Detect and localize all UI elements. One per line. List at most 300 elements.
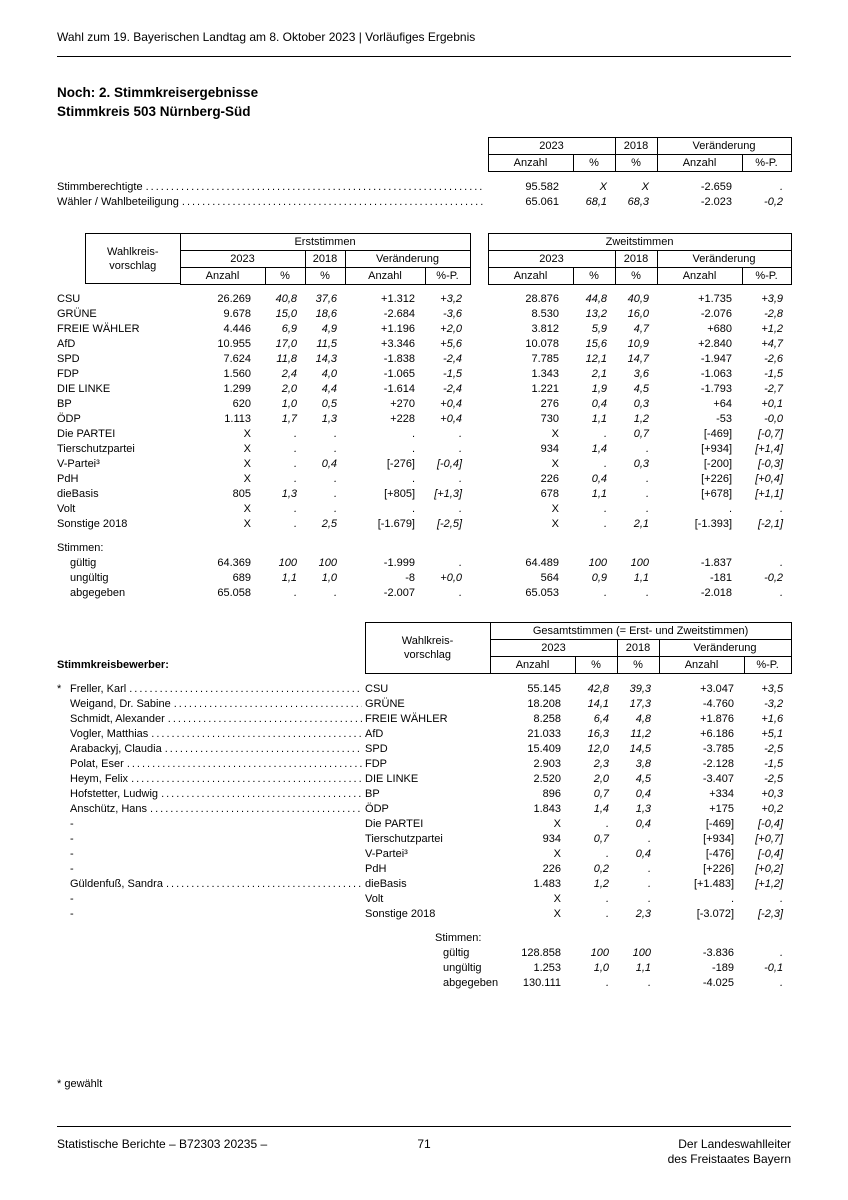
erst-veraenderung-anzahl: +1.312 bbox=[381, 293, 415, 305]
elected-marker bbox=[57, 816, 70, 831]
erst-pct-2018: 1,0 bbox=[321, 572, 337, 584]
elected-marker bbox=[57, 741, 70, 756]
zweit-pct-2018: 2,1 bbox=[633, 518, 650, 530]
party-row bbox=[57, 456, 791, 471]
elected-marker bbox=[57, 786, 70, 801]
gesamt-pct-2023: 16,3 bbox=[587, 727, 610, 740]
summary-row bbox=[57, 194, 791, 209]
cell-pct-2023: X bbox=[599, 180, 608, 193]
gesamt-veraenderung-pctp: [-0,4] bbox=[758, 817, 784, 830]
zweit-veraenderung-pctp: [-0,3] bbox=[757, 458, 784, 470]
zweit-pct-2023: . bbox=[603, 587, 608, 599]
zweit-veraenderung-anzahl: -53 bbox=[716, 413, 733, 425]
erst-pct-2023: . bbox=[293, 458, 297, 470]
col-gesamtstimmen: Gesamtstimmen (= Erst- und Zweitstimmen) bbox=[490, 623, 791, 640]
gesamt-pct-2018: . bbox=[647, 976, 652, 989]
zweit-pct-2018: 16,0 bbox=[627, 308, 650, 320]
elected-marker bbox=[57, 906, 70, 921]
gesamt-pct-2018: . bbox=[647, 877, 652, 890]
zweit-veraenderung-pctp: +4,7 bbox=[761, 338, 784, 350]
summary-row-label: Wähler / Wahlbeteiligung ..... bbox=[57, 194, 488, 209]
gesamt-pct-2018: 11,2 bbox=[630, 727, 652, 740]
zweit-veraenderung-anzahl: -181 bbox=[709, 572, 733, 584]
erst-anzahl-2023: 689 bbox=[232, 572, 251, 584]
party-label: CSU bbox=[57, 293, 81, 305]
dot-leader bbox=[150, 802, 362, 816]
gesamt-veraenderung-pctp: +0,3 bbox=[761, 787, 784, 800]
erst-pct-2018: 4,0 bbox=[321, 368, 337, 380]
zweit-anzahl-2023: 226 bbox=[540, 473, 560, 485]
erst-veraenderung-pctp: . bbox=[458, 557, 463, 569]
zweit-anzahl-2023: 678 bbox=[540, 488, 560, 500]
party-row bbox=[57, 291, 791, 306]
zweit-pct-2023: 0,4 bbox=[591, 473, 608, 485]
erst-anzahl-2023: X bbox=[243, 518, 251, 530]
gesamt-pct-2023: 1,2 bbox=[593, 877, 610, 890]
gesamt-pct-2023: 1,4 bbox=[593, 802, 610, 815]
elected-marker bbox=[57, 846, 70, 861]
erst-veraenderung-anzahl: [+805] bbox=[384, 488, 415, 500]
gesamt-stimmen-total-rows bbox=[57, 945, 791, 990]
gesamt-veraenderung-pctp: +3,5 bbox=[761, 682, 784, 695]
party-label: DIE LINKE bbox=[57, 383, 111, 395]
zweit-pct-2018: . bbox=[645, 587, 650, 599]
cell-pct-2018: 68,3 bbox=[627, 195, 650, 208]
candidate-row bbox=[57, 816, 791, 831]
gesamt-veraenderung-pctp: +0,2 bbox=[761, 802, 784, 815]
party-label: BP bbox=[365, 787, 380, 800]
gesamt-pct-2018: 0,4 bbox=[635, 847, 652, 860]
erst-veraenderung-pctp: +3,2 bbox=[440, 293, 463, 305]
zweit-veraenderung-pctp: [-2,1] bbox=[757, 518, 784, 530]
erst-pct-2018: 100 bbox=[318, 557, 337, 569]
stimmen-table bbox=[57, 233, 792, 601]
erst-veraenderung-anzahl: -2.684 bbox=[383, 308, 415, 320]
erst-pct-2023: 100 bbox=[278, 557, 297, 569]
col-2018: 2018 bbox=[617, 640, 659, 657]
zweit-veraenderung-anzahl: +2.840 bbox=[698, 338, 733, 350]
candidate-name: - bbox=[70, 907, 74, 920]
erst-veraenderung-anzahl: [-276] bbox=[386, 458, 415, 470]
erst-veraenderung-pctp: [-2,5] bbox=[436, 518, 463, 530]
candidate-row bbox=[57, 681, 791, 696]
gesamt-anzahl-2023: 2.903 bbox=[533, 757, 562, 770]
col-2023: 2023 bbox=[488, 138, 615, 155]
zweit-veraenderung-pctp: -2,6 bbox=[764, 353, 784, 365]
zweit-pct-2018: 0,7 bbox=[633, 428, 650, 440]
zweit-veraenderung-pctp: . bbox=[779, 503, 784, 515]
col-veraenderung: Veränderung bbox=[657, 138, 791, 155]
party-label: FREIE WÄHLER bbox=[57, 323, 140, 335]
col-pct: % bbox=[265, 267, 305, 284]
zweit-pct-2023: 0,9 bbox=[591, 572, 608, 584]
gesamt-anzahl-2023: 128.858 bbox=[521, 946, 562, 959]
candidate-name: Heym, Felix ..... bbox=[70, 771, 365, 786]
dot-leader bbox=[182, 195, 485, 209]
zweit-veraenderung-pctp: +1,2 bbox=[761, 323, 784, 335]
zweit-pct-2023: . bbox=[603, 503, 608, 515]
col-pct: % bbox=[615, 155, 657, 172]
gesamt-anzahl-2023: 8.258 bbox=[533, 712, 562, 725]
party-label: dieBasis bbox=[365, 877, 407, 890]
zweit-pct-2023: 0,4 bbox=[591, 398, 608, 410]
party-label: ÖDP bbox=[365, 802, 389, 815]
zweit-anzahl-2023: 276 bbox=[540, 398, 560, 410]
gesamt-veraenderung-anzahl: [-469] bbox=[705, 817, 735, 830]
gesamt-pct-2023: 12,0 bbox=[587, 742, 610, 755]
candidate-name: Polat, Eser ..... bbox=[70, 756, 365, 771]
col-pct: % bbox=[575, 657, 617, 674]
cell-pct-2023: 68,1 bbox=[585, 195, 608, 208]
gesamt-veraenderung-anzahl: -3.407 bbox=[702, 772, 735, 785]
party-label: SPD bbox=[57, 353, 80, 365]
gesamt-veraenderung-anzahl: . bbox=[730, 892, 735, 905]
candidate-name: - bbox=[70, 892, 74, 905]
erst-pct-2018: . bbox=[333, 488, 337, 500]
gesamt-pct-2023: 42,8 bbox=[587, 682, 610, 695]
zweit-pct-2018: 40,9 bbox=[627, 293, 650, 305]
zweit-pct-2018: . bbox=[645, 503, 650, 515]
candidate-name: - bbox=[70, 817, 74, 830]
zweit-pct-2018: 1,1 bbox=[633, 572, 650, 584]
gesamt-anzahl-2023: 18.208 bbox=[527, 697, 562, 710]
col-2018: 2018 bbox=[615, 250, 657, 267]
col-pct-points: %-P. bbox=[744, 657, 791, 674]
gesamt-anzahl-2023: 21.033 bbox=[527, 727, 562, 740]
erst-veraenderung-pctp: +0,0 bbox=[440, 572, 463, 584]
stimmen-table-header bbox=[57, 233, 791, 284]
zweit-anzahl-2023: 10.078 bbox=[525, 338, 560, 350]
party-row bbox=[57, 336, 791, 351]
stimmen-total-label: abgegeben bbox=[70, 587, 126, 599]
erst-anzahl-2023: 4.446 bbox=[223, 323, 251, 335]
party-row bbox=[57, 501, 791, 516]
erst-anzahl-2023: X bbox=[243, 428, 251, 440]
erst-pct-2023: . bbox=[293, 473, 297, 485]
party-row bbox=[57, 351, 791, 366]
gesamt-veraenderung-pctp: +5,1 bbox=[761, 727, 784, 740]
gesamt-veraenderung-anzahl: +6.186 bbox=[700, 727, 735, 740]
party-row bbox=[57, 366, 791, 381]
elected-marker bbox=[57, 831, 70, 846]
col-pct-points: %-P. bbox=[425, 267, 470, 284]
erst-pct-2023: 6,9 bbox=[281, 323, 297, 335]
party-label: FDP bbox=[365, 757, 388, 770]
erst-anzahl-2023: X bbox=[243, 473, 251, 485]
erst-pct-2023: 15,0 bbox=[275, 308, 297, 320]
zweit-pct-2018: 3,6 bbox=[633, 368, 650, 380]
col-anzahl: Anzahl bbox=[488, 155, 573, 172]
gesamt-veraenderung-pctp: -2,5 bbox=[764, 742, 784, 755]
gesamt-pct-2023: . bbox=[605, 817, 610, 830]
zweit-veraenderung-pctp: -2,8 bbox=[764, 308, 784, 320]
cell-veraenderung-pctp: . bbox=[779, 180, 784, 193]
erst-veraenderung-anzahl: . bbox=[411, 473, 415, 485]
erst-veraenderung-anzahl: +3.346 bbox=[381, 338, 415, 350]
zweit-pct-2023: . bbox=[603, 428, 608, 440]
gesamt-veraenderung-pctp: +1,6 bbox=[761, 712, 784, 725]
party-label: FREIE WÄHLER bbox=[365, 712, 448, 725]
gesamt-anzahl-2023: 2.520 bbox=[533, 772, 562, 785]
dot-leader bbox=[129, 682, 362, 696]
zweit-pct-2023: 1,9 bbox=[591, 383, 608, 395]
zweit-anzahl-2023: X bbox=[551, 458, 560, 470]
party-label: GRÜNE bbox=[57, 308, 97, 320]
gesamt-veraenderung-anzahl: -2.128 bbox=[702, 757, 735, 770]
zweit-veraenderung-anzahl: -1.063 bbox=[700, 368, 733, 380]
zweit-pct-2023: 13,2 bbox=[585, 308, 608, 320]
gesamt-veraenderung-anzahl: -4.760 bbox=[702, 697, 735, 710]
erst-pct-2023: . bbox=[293, 443, 297, 455]
col-erststimmen: Erststimmen bbox=[180, 233, 470, 250]
erst-pct-2018: 14,3 bbox=[315, 353, 337, 365]
erst-veraenderung-anzahl: -1.999 bbox=[383, 557, 415, 569]
col-pct: % bbox=[573, 267, 615, 284]
summary-table-body bbox=[57, 179, 791, 209]
party-row bbox=[57, 426, 791, 441]
erst-veraenderung-pctp: . bbox=[458, 443, 463, 455]
candidate-name: - bbox=[70, 847, 74, 860]
zweit-pct-2018: 0,3 bbox=[633, 458, 650, 470]
zweit-anzahl-2023: X bbox=[551, 503, 560, 515]
party-label: PdH bbox=[365, 862, 387, 875]
party-label: dieBasis bbox=[57, 488, 99, 500]
party-label: Die PARTEI bbox=[57, 428, 116, 440]
page-header bbox=[57, 30, 791, 57]
zweit-veraenderung-anzahl: [-1.393] bbox=[694, 518, 733, 530]
candidate-name: Arabackyj, Claudia ..... bbox=[70, 741, 365, 756]
party-label: V-Partei³ bbox=[365, 847, 408, 860]
party-label: AfD bbox=[57, 338, 76, 350]
gesamt-anzahl-2023: 15.409 bbox=[527, 742, 562, 755]
zweit-veraenderung-anzahl: -1.947 bbox=[700, 353, 733, 365]
zweit-veraenderung-pctp: [-0,7] bbox=[757, 428, 784, 440]
zweit-anzahl-2023: 1.343 bbox=[531, 368, 560, 380]
erst-pct-2018: 1,3 bbox=[321, 413, 337, 425]
gesamt-pct-2018: 0,4 bbox=[635, 787, 652, 800]
gesamt-veraenderung-anzahl: -3.785 bbox=[702, 742, 735, 755]
gesamt-veraenderung-pctp: -1,5 bbox=[764, 757, 784, 770]
col-pct: % bbox=[305, 267, 345, 284]
erst-pct-2023: 1,3 bbox=[281, 488, 297, 500]
gesamt-veraenderung-anzahl: -189 bbox=[711, 961, 735, 974]
party-row bbox=[57, 441, 791, 456]
col-pct: % bbox=[615, 267, 657, 284]
candidate-row bbox=[57, 876, 791, 891]
elected-marker bbox=[57, 801, 70, 816]
gesamt-pct-2018: 1,1 bbox=[635, 961, 652, 974]
candidate-name: Weigand, Dr. Sabine ..... bbox=[70, 696, 365, 711]
candidate-row bbox=[57, 711, 791, 726]
gesamt-veraenderung-pctp: . bbox=[780, 946, 784, 959]
titles-block bbox=[57, 83, 791, 121]
zweit-veraenderung-pctp: -2,7 bbox=[764, 383, 784, 395]
erst-pct-2023: 40,8 bbox=[275, 293, 297, 305]
party-row bbox=[57, 396, 791, 411]
candidate-name: Anschütz, Hans ..... bbox=[70, 801, 365, 816]
cell-veraenderung-anzahl: -2.659 bbox=[700, 180, 733, 193]
summary-row-label: Stimmberechtigte ..... bbox=[57, 179, 488, 194]
erst-veraenderung-pctp: +2,0 bbox=[440, 323, 463, 335]
zweit-veraenderung-pctp: . bbox=[779, 557, 784, 569]
stimmen-total-rows bbox=[57, 555, 791, 600]
stimmen-total-label: ungültig bbox=[70, 572, 109, 584]
col-2023: 2023 bbox=[180, 250, 305, 267]
erst-pct-2023: 1,1 bbox=[281, 572, 297, 584]
candidate-rows bbox=[57, 681, 791, 921]
dot-leader bbox=[174, 697, 362, 711]
zweit-pct-2023: . bbox=[603, 458, 608, 470]
zweit-veraenderung-pctp: [+0,4] bbox=[755, 473, 784, 485]
party-label: ÖDP bbox=[57, 413, 81, 425]
candidate-row bbox=[57, 786, 791, 801]
wahlkreisvorschlag-header: Wahlkreis- vorschlag bbox=[365, 623, 490, 674]
zweit-pct-2018: . bbox=[645, 473, 650, 485]
erst-anzahl-2023: X bbox=[243, 503, 251, 515]
gesamt-anzahl-2023: 896 bbox=[542, 787, 562, 800]
footer-publisher-line2: des Freistaates Bayern bbox=[667, 1152, 791, 1166]
gesamt-veraenderung-anzahl: -3.836 bbox=[702, 946, 735, 959]
zweit-veraenderung-anzahl: [+226] bbox=[701, 473, 733, 485]
candidate-row bbox=[57, 756, 791, 771]
dot-leader bbox=[168, 712, 362, 726]
gesamt-pct-2023: . bbox=[605, 892, 610, 905]
col-zweitstimmen: Zweitstimmen bbox=[488, 233, 791, 250]
erst-veraenderung-pctp: -3,6 bbox=[443, 308, 463, 320]
zweit-veraenderung-anzahl: +680 bbox=[707, 323, 733, 335]
erst-veraenderung-pctp: +0,4 bbox=[440, 413, 463, 425]
stimmen-total-label: gültig bbox=[70, 557, 97, 569]
erst-veraenderung-anzahl: . bbox=[411, 443, 415, 455]
candidate-row bbox=[57, 861, 791, 876]
zweit-pct-2018: . bbox=[645, 488, 650, 500]
candidate-name: Hofstetter, Ludwig ..... bbox=[70, 786, 365, 801]
zweit-veraenderung-pctp: -0,2 bbox=[764, 572, 784, 584]
gesamt-pct-2018: 2,3 bbox=[635, 907, 652, 920]
erst-veraenderung-pctp: -2,4 bbox=[443, 353, 463, 365]
party-row bbox=[57, 321, 791, 336]
zweit-anzahl-2023: 65.053 bbox=[525, 587, 560, 599]
party-label: AfD bbox=[365, 727, 384, 740]
erst-veraenderung-pctp: -1,5 bbox=[443, 368, 463, 380]
stimmen-total-row bbox=[57, 585, 791, 600]
gesamt-anzahl-2023: X bbox=[553, 847, 562, 860]
erst-pct-2018: 4,9 bbox=[321, 323, 337, 335]
erst-pct-2018: . bbox=[333, 443, 337, 455]
elected-marker bbox=[57, 696, 70, 711]
erst-pct-2023: 1,0 bbox=[281, 398, 297, 410]
zweit-veraenderung-pctp: +0,1 bbox=[761, 398, 784, 410]
cell-veraenderung-pctp: -0,2 bbox=[764, 195, 784, 208]
zweit-pct-2023: 44,8 bbox=[585, 293, 608, 305]
gesamt-anzahl-2023: 1.253 bbox=[533, 961, 562, 974]
gesamt-anzahl-2023: X bbox=[553, 907, 562, 920]
dot-leader bbox=[131, 772, 362, 786]
zweit-veraenderung-anzahl: . bbox=[728, 503, 733, 515]
dot-leader bbox=[165, 742, 362, 756]
elected-marker bbox=[57, 771, 70, 786]
erst-anzahl-2023: 620 bbox=[232, 398, 251, 410]
gesamt-anzahl-2023: 1.843 bbox=[533, 802, 562, 815]
cell-anzahl-2023: 95.582 bbox=[525, 180, 559, 193]
party-row bbox=[57, 471, 791, 486]
footer-series: Statistische Berichte – B72303 20235 – bbox=[57, 1137, 268, 1151]
erst-pct-2018: . bbox=[333, 587, 337, 599]
zweit-veraenderung-anzahl: -1.793 bbox=[700, 383, 733, 395]
col-veraenderung: Veränderung bbox=[657, 250, 791, 267]
zweit-veraenderung-anzahl: [-469] bbox=[703, 428, 733, 440]
erst-veraenderung-pctp: . bbox=[458, 503, 463, 515]
party-label: BP bbox=[57, 398, 72, 410]
gesamt-veraenderung-anzahl: -4.025 bbox=[702, 976, 735, 989]
erst-pct-2018: . bbox=[333, 473, 337, 485]
gesamt-veraenderung-pctp: -2,5 bbox=[764, 772, 784, 785]
gesamt-veraenderung-anzahl: [-476] bbox=[705, 847, 735, 860]
candidate-name: Vogler, Matthias ..... bbox=[70, 726, 365, 741]
erst-pct-2023: 1,7 bbox=[281, 413, 297, 425]
zweit-anzahl-2023: 934 bbox=[540, 443, 560, 455]
candidate-name: - bbox=[70, 832, 74, 845]
stimmen-total-label: ungültig bbox=[443, 961, 482, 974]
district-title: Stimmkreis 503 Nürnberg-Süd bbox=[57, 104, 251, 119]
zweit-pct-2023: 1,1 bbox=[591, 413, 608, 425]
party-label: Sonstige 2018 bbox=[365, 907, 436, 920]
erst-pct-2023: . bbox=[293, 518, 297, 530]
erst-veraenderung-anzahl: -1.614 bbox=[383, 383, 415, 395]
cell-anzahl-2023: 65.061 bbox=[525, 195, 559, 208]
zweit-pct-2018: 10,9 bbox=[627, 338, 650, 350]
zweit-pct-2023: 1,4 bbox=[591, 443, 608, 455]
dot-leader bbox=[127, 757, 362, 771]
erst-anzahl-2023: 1.113 bbox=[224, 413, 251, 425]
zweit-pct-2023: 1,1 bbox=[591, 488, 608, 500]
gesamt-veraenderung-pctp: . bbox=[780, 976, 784, 989]
gesamt-pct-2018: 39,3 bbox=[629, 682, 652, 695]
erst-veraenderung-pctp: . bbox=[458, 473, 463, 485]
zweit-pct-2023: . bbox=[603, 518, 608, 530]
candidate-name: - bbox=[70, 862, 74, 875]
col-pct-points: %-P. bbox=[742, 267, 791, 284]
gesamt-anzahl-2023: 55.145 bbox=[527, 682, 562, 695]
erst-veraenderung-anzahl: +270 bbox=[390, 398, 415, 410]
erst-veraenderung-anzahl: . bbox=[411, 428, 415, 440]
gesamt-veraenderung-anzahl: +175 bbox=[709, 802, 735, 815]
erst-anzahl-2023: 10.955 bbox=[217, 338, 251, 350]
gesamt-veraenderung-pctp: [+0,7] bbox=[755, 832, 784, 845]
party-row bbox=[57, 381, 791, 396]
party-row bbox=[57, 486, 791, 501]
zweit-pct-2018: 0,3 bbox=[633, 398, 650, 410]
elected-marker bbox=[57, 711, 70, 726]
erst-veraenderung-pctp: [+1,3] bbox=[434, 488, 463, 500]
col-anzahl: Anzahl bbox=[657, 267, 742, 284]
gesamt-anzahl-2023: 226 bbox=[542, 862, 562, 875]
dot-leader bbox=[166, 877, 362, 891]
candidate-row bbox=[57, 771, 791, 786]
party-label: Tierschutzpartei bbox=[365, 832, 443, 845]
gesamt-pct-2018: 4,5 bbox=[635, 772, 652, 785]
candidate-name: Freller, Karl ..... bbox=[70, 681, 365, 696]
zweit-pct-2023: 5,9 bbox=[591, 323, 608, 335]
party-row bbox=[57, 516, 791, 531]
gesamt-veraenderung-pctp: [+0,2] bbox=[755, 862, 784, 875]
candidates-table-header bbox=[57, 623, 791, 674]
gesamt-pct-2023: 14,1 bbox=[587, 697, 610, 710]
erst-pct-2018: 2,5 bbox=[321, 518, 337, 530]
erst-anzahl-2023: X bbox=[243, 458, 251, 470]
erst-veraenderung-pctp: . bbox=[458, 587, 463, 599]
gesamt-pct-2018: 0,4 bbox=[635, 817, 652, 830]
